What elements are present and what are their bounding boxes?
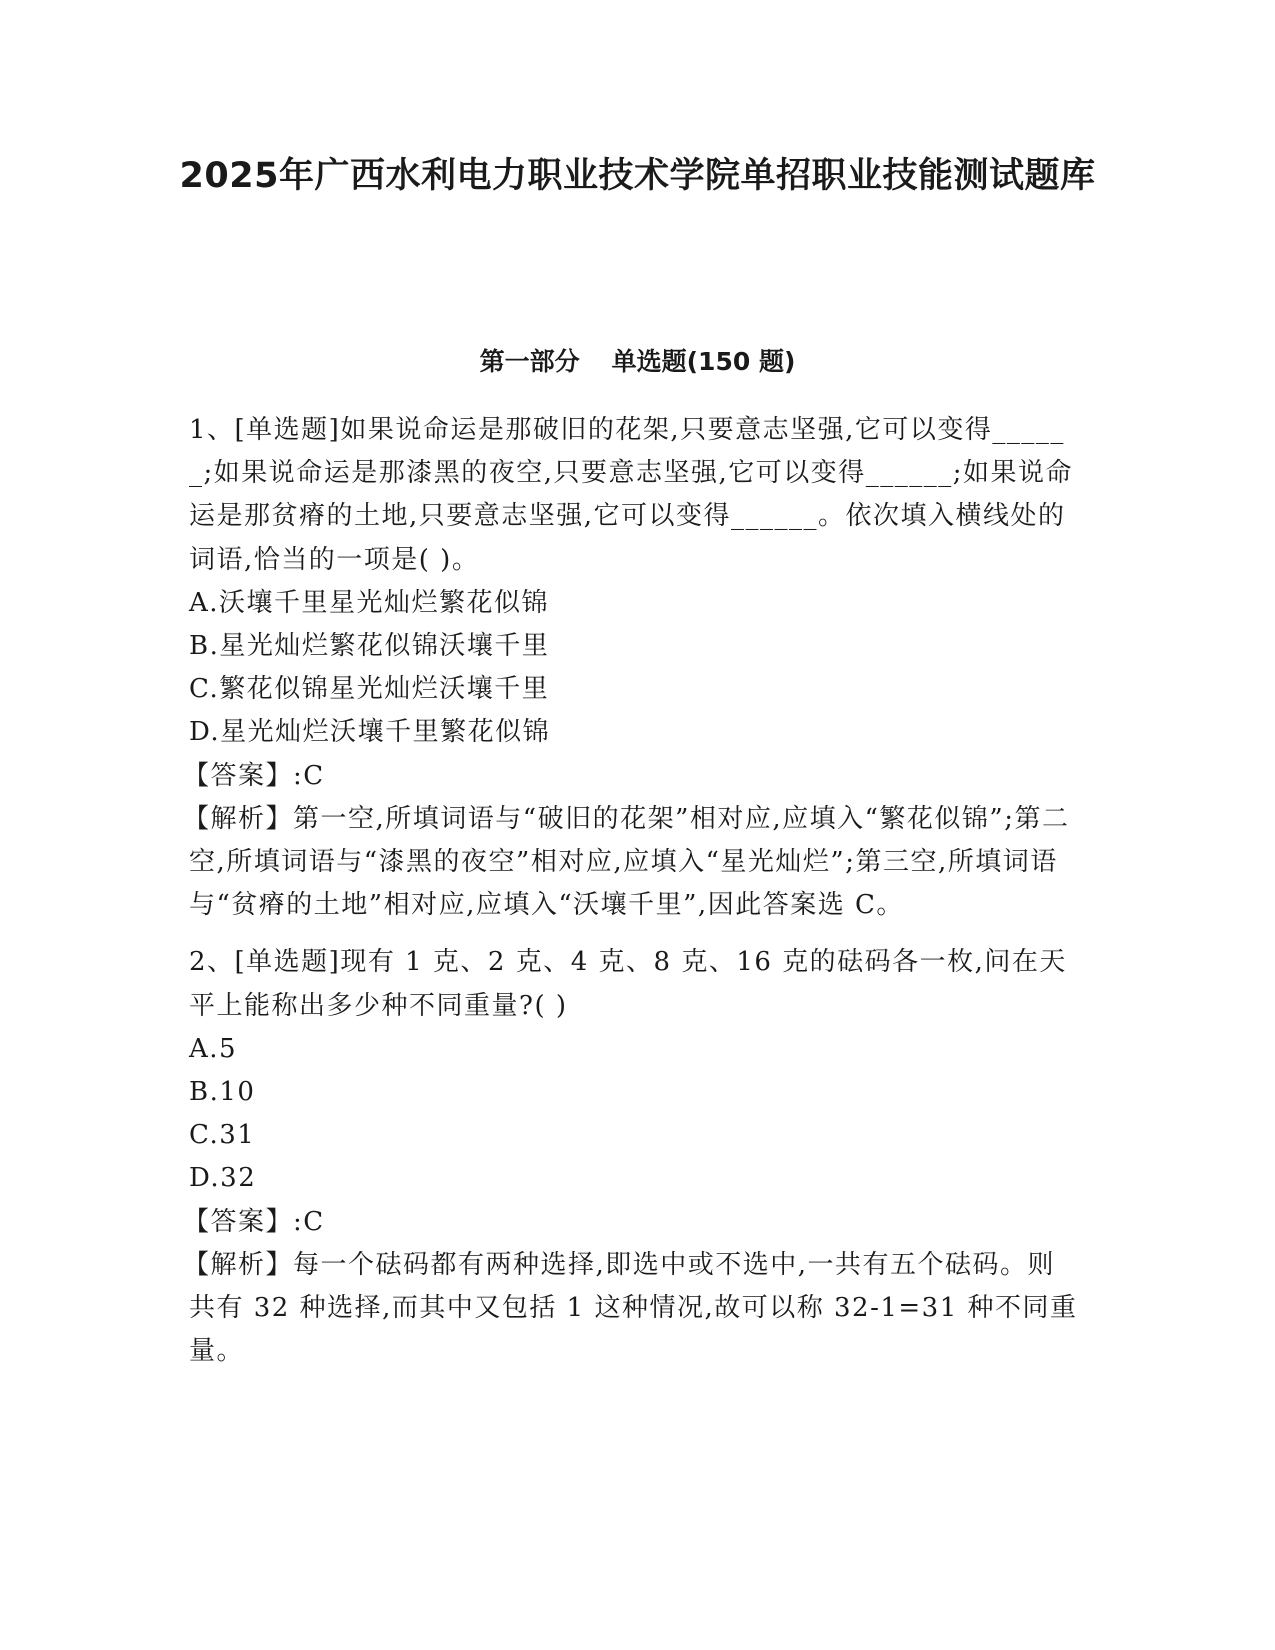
analysis-label: 【解析】 [183,803,294,834]
analysis-text: 每一个砝码都有两种选择,即选中或不选中,一共有五个砝码。则共有 32 种选择,而其中又包括 1 这种情况,故可以称 32-1=31 种不同重量。 [189,1249,1078,1367]
question-1 [183,409,1079,927]
option-b: B.10 [189,1077,256,1108]
document-title: 2025年广西水利电力职业技术学院单招职业技能测试题库 [179,156,1096,196]
option-a: A.沃壤千里星光灿烂繁花似锦 [189,587,550,618]
analysis-label: 【解析】 [183,1249,294,1280]
answer-label: 【答案】 [183,760,294,791]
analysis-paragraph [183,1244,1079,1374]
section-heading [150,345,1125,379]
answer-value: :C [293,760,325,791]
option-d: D.32 [189,1163,257,1194]
option-a: A.5 [189,1033,238,1064]
option-c: C.31 [189,1120,256,1151]
option-c: C.繁花似锦星光灿烂沃壤千里 [189,674,550,705]
answer-label: 【答案】 [183,1206,294,1237]
question-stem: 1、[单选题]如果说命运是那破旧的花架,只要意志坚强,它可以变得______;如果说命运是那漆黑的夜空,只要意志坚强,它可以变得______;如果说命运是那贫瘠的土地,只要意志坚强,它可以变得______。依次填入横线处的词语,恰当的一项是( )。 [189,415,1074,575]
analysis-paragraph [183,798,1079,928]
option-d: D.星光灿烂沃壤千里繁花似锦 [189,717,551,748]
answer-line [183,1201,1079,1244]
question-list [183,409,1079,1373]
section-part: 第一部分 [479,347,580,376]
analysis-text: 第一空,所填词语与“破旧的花架”相对应,应填入“繁花似锦”;第二空,所填词语与“漆黑的夜空”相对应,应填入“星光灿烂”;第三空,所填词语与“贫瘠的土地”相对应,应填入“沃壤千里”,因此答案选 C。 [189,803,1070,921]
section-name: 单选题(150 题) [611,347,796,376]
question-2 [183,941,1079,1373]
answer-line [183,755,1079,798]
answer-value: :C [293,1206,325,1237]
option-b: B.星光灿烂繁花似锦沃壤千里 [189,631,550,662]
question-stem: 2、[单选题]现有 1 克、2 克、4 克、8 克、16 克的砝码各一枚,问在天平上能称出多少种不同重量?( ) [189,947,1067,1021]
